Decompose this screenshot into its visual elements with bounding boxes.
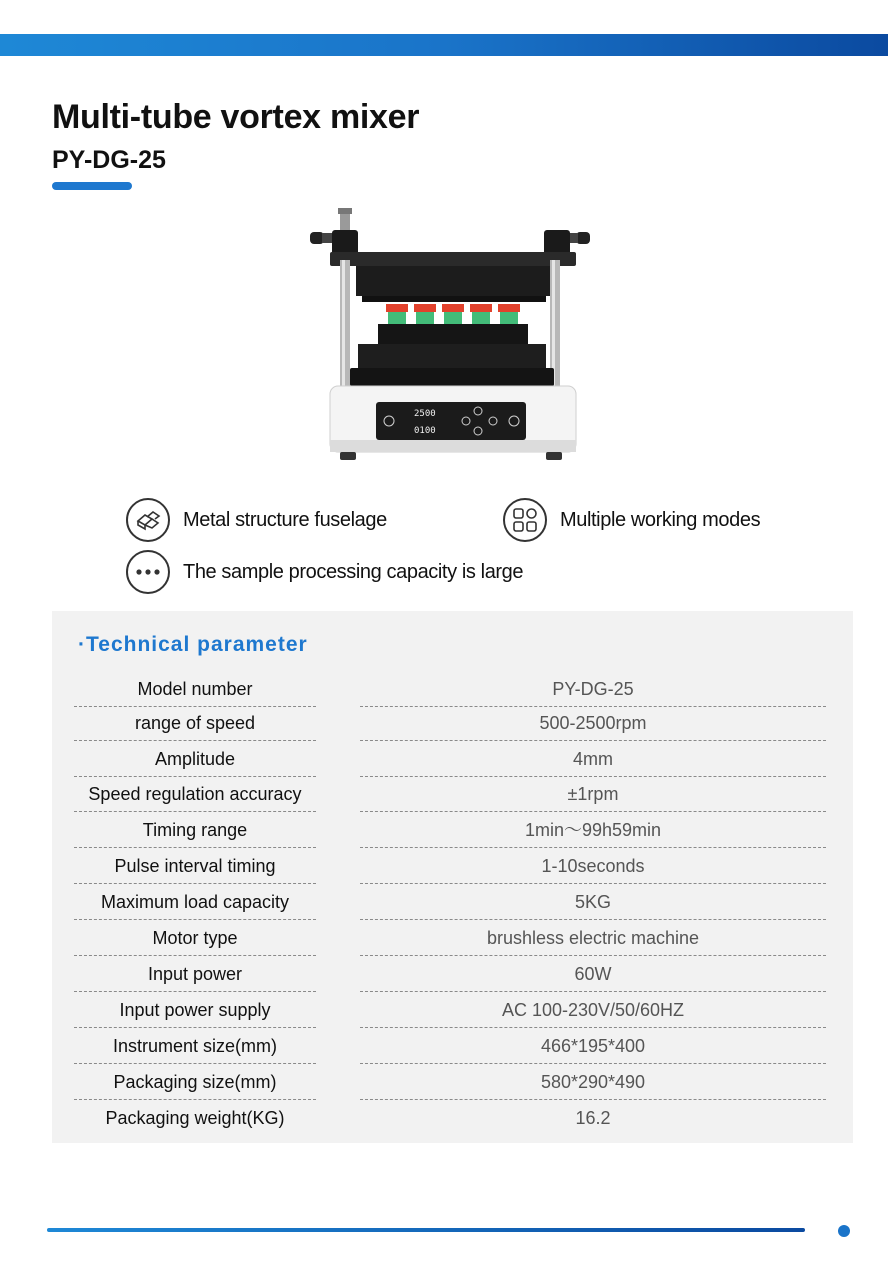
param-value: 1min～99h59min (524, 820, 662, 840)
param-label: Model number (137, 679, 253, 699)
title-underline (52, 182, 132, 190)
feature-metal-structure (126, 498, 387, 542)
param-row (52, 921, 853, 957)
param-value: 1-10seconds (541, 856, 645, 876)
feature-label: The sample processing capacity is large (183, 560, 524, 583)
param-value: 60W (574, 964, 612, 984)
section-heading: ·Technical parameter (78, 633, 308, 656)
divider (74, 740, 316, 741)
model-subtitle: PY-DG-25 (52, 146, 166, 174)
param-label: Input power (147, 964, 243, 984)
footer-dot (838, 1225, 850, 1237)
param-value: ±1rpm (567, 784, 619, 804)
divider (360, 883, 826, 884)
divider (360, 847, 826, 848)
param-row (52, 706, 853, 742)
divider (360, 1027, 826, 1028)
param-value: PY-DG-25 (552, 679, 634, 699)
divider (74, 811, 316, 812)
divider (74, 955, 316, 956)
top-banner-bar (0, 34, 888, 56)
param-label: Speed regulation accuracy (88, 784, 302, 804)
product-image (300, 200, 600, 470)
feature-label: Metal structure fuselage (183, 508, 387, 531)
param-label: Maximum load capacity (100, 892, 290, 912)
display-time: 0100 (414, 426, 436, 436)
param-row (52, 1029, 853, 1065)
divider (360, 1063, 826, 1064)
feature-capacity (126, 550, 523, 594)
param-value: brushless electric machine (486, 928, 700, 948)
param-value: 4mm (573, 749, 613, 769)
param-row (52, 993, 853, 1029)
divider (74, 847, 316, 848)
divider (360, 955, 826, 956)
divider (74, 883, 316, 884)
param-label: Packaging weight(KG) (105, 1108, 285, 1128)
param-label: Amplitude (154, 749, 236, 769)
param-value: 5KG (574, 892, 612, 912)
param-row (52, 1065, 853, 1101)
param-label: Motor type (152, 928, 238, 948)
param-row (52, 777, 853, 813)
working-modes-icon (503, 498, 547, 542)
divider (74, 919, 316, 920)
param-value: 16.2 (575, 1108, 611, 1128)
param-label: Input power supply (119, 1000, 271, 1020)
technical-parameter-panel (52, 611, 853, 1143)
param-label: Timing range (142, 820, 248, 840)
divider (360, 740, 826, 741)
param-value: 466*195*400 (540, 1036, 646, 1056)
divider (360, 991, 826, 992)
param-label: range of speed (134, 713, 256, 733)
divider (360, 811, 826, 812)
param-label: Instrument size(mm) (112, 1036, 278, 1056)
display-speed: 2500 (414, 409, 436, 419)
param-row (52, 849, 853, 885)
param-row (52, 885, 853, 921)
param-label: Pulse interval timing (114, 856, 276, 876)
param-row (52, 813, 853, 849)
param-row (52, 1101, 853, 1137)
divider (74, 991, 316, 992)
divider (74, 1099, 316, 1100)
param-row (52, 672, 853, 708)
param-row (52, 742, 853, 778)
footer-line (47, 1228, 805, 1232)
page-title: Multi-tube vortex mixer (52, 98, 420, 136)
more-dots-icon (126, 550, 170, 594)
feature-working-modes (503, 498, 760, 542)
param-label: Packaging size(mm) (113, 1072, 277, 1092)
param-value: AC 100-230V/50/60HZ (501, 1000, 685, 1020)
divider (74, 1063, 316, 1064)
param-value: 580*290*490 (540, 1072, 646, 1092)
param-value: 500-2500rpm (539, 713, 647, 733)
divider (74, 1027, 316, 1028)
metal-structure-icon (126, 498, 170, 542)
param-row (52, 957, 853, 993)
divider (360, 919, 826, 920)
divider (360, 1099, 826, 1100)
feature-label: Multiple working modes (560, 508, 761, 531)
